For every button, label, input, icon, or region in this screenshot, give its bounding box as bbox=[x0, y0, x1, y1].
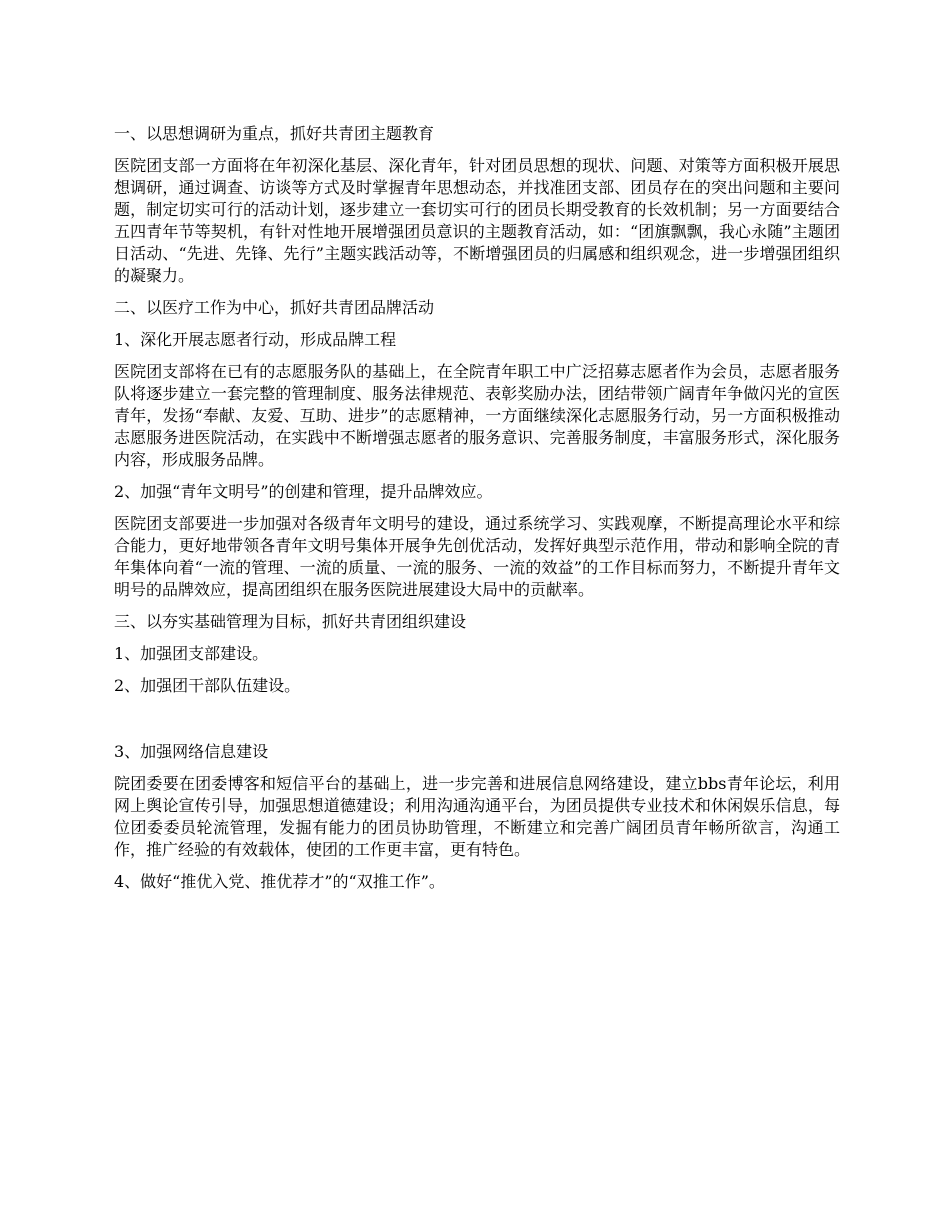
section-3-1-heading: 1、加强团支部建设。 bbox=[114, 644, 269, 663]
section-3-3-paragraph: 院团委要在团委博客和短信平台的基础上，进一步完善和进展信息网络建设，建立bbs青年论坛，利用网上舆论宣传引导，加强思想道德建设；利用沟通沟通平台，为团员提供专业技术和休闲娱乐信息，每位团委委员轮流管理，发掘有能力的团员协助管理，不断建立和完善广阔团员青年畅所欲言，沟通工作，推广经验的有效载体，使团的工作更丰富，更有特色。 bbox=[114, 774, 840, 859]
section-2-heading: 二、以医疗工作为中心，抓好共青团品牌活动 bbox=[114, 298, 435, 317]
section-3-4-heading: 4、做好“推优入党、推优荐才”的“双推工作”。 bbox=[114, 872, 445, 891]
section-3-3-heading: 3、加强网络信息建设 bbox=[114, 742, 269, 761]
document-page bbox=[114, 123, 840, 903]
section-1-heading: 一、以思想调研为重点，抓好共青团主题教育 bbox=[114, 124, 435, 143]
blank-spacer bbox=[114, 707, 840, 741]
section-2-2-paragraph: 医院团支部要进一步加强对各级青年文明号的建设，通过系统学习、实践观摩，不断提高理论水平和综合能力，更好地带领各青年文明号集体开展争先创优活动，发挥好典型示范作用，带动和影响全院的青年集体向着“一流的管理、一流的质量、一流的服务、一流的效益”的工作目标而努力，不断提升青年文明号的品牌效应，提高团组织在服务医院进展建设大局中的贡献率。 bbox=[114, 514, 840, 599]
section-2-2-heading: 2、加强“青年文明号”的创建和管理，提升品牌效应。 bbox=[114, 482, 493, 501]
section-2-1-heading: 1、深化开展志愿者行动，形成品牌工程 bbox=[114, 330, 397, 349]
section-2-1-paragraph: 医院团支部将在已有的志愿服务队的基础上，在全院青年职工中广泛招募志愿者作为会员，志愿者服务队将逐步建立一套完整的管理制度、服务法律规范、表彰奖励办法，团结带领广阔青年争做闪光的宣医青年，发扬“奉献、友爱、互助、进步”的志愿精神，一方面继续深化志愿服务行动，另一方面积极推动志愿服务进医院活动，在实践中不断增强志愿者的服务意识、完善服务制度，丰富服务形式，深化服务内容，形成服务品牌。 bbox=[114, 362, 840, 469]
section-3-heading: 三、以夯实基础管理为目标，抓好共青团组织建设 bbox=[114, 612, 467, 631]
section-1-paragraph: 医院团支部一方面将在年初深化基层、深化青年，针对团员思想的现状、问题、对策等方面积极开展思想调研，通过调查、访谈等方式及时掌握青年思想动态，并找准团支部、团员存在的突出问题和主要问题，制定切实可行的活动计划，逐步建立一套切实可行的团员长期受教育的长效机制；另一方面要结合五四青年节等契机，有针对性地开展增强团员意识的主题教育活动，如：“团旗飘飘，我心永随”主题团日活动、“先进、先锋、先行”主题实践活动等，不断增强团员的归属感和组织观念，进一步增强团组织的凝聚力。 bbox=[114, 156, 840, 285]
section-3-2-heading: 2、加强团干部队伍建设。 bbox=[114, 676, 301, 695]
